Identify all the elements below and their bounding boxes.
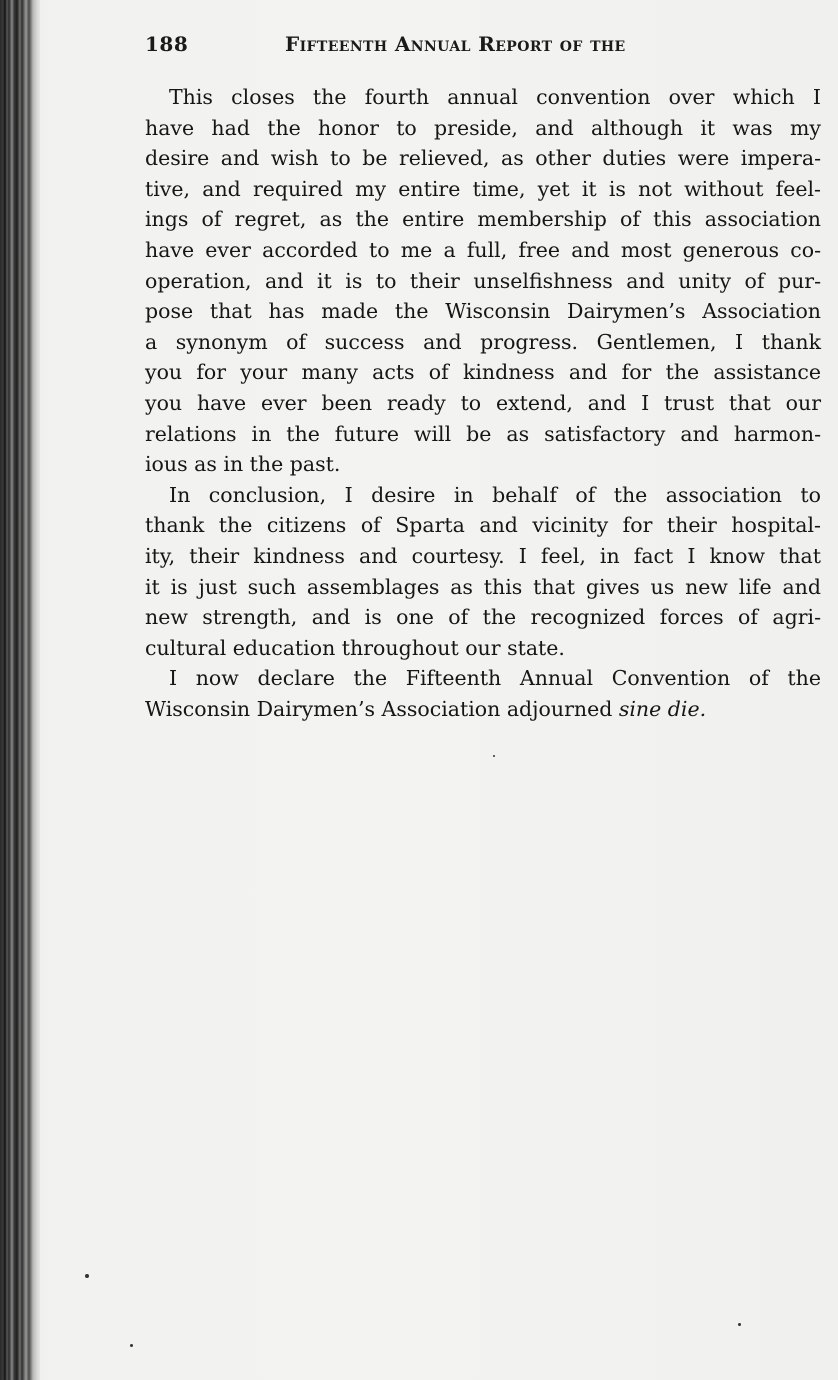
book-binding-edge (0, 0, 40, 1380)
text-line: pose that has made the Wisconsin Dairymen’s Association (145, 299, 821, 324)
text-line: you have ever been ready to extend, and I trust that our (145, 390, 821, 415)
text-line: desire and wish to be relieved, as other duties were impera- (145, 146, 821, 171)
running-head: Fifteenth Annual Report of the (285, 32, 626, 56)
text-line: ious as in the past. (145, 452, 341, 477)
paragraph-conclusion (145, 480, 821, 664)
text-line: I now declare the Fifteenth Annual Convention of the (169, 666, 821, 691)
text-line: relations in the future will be as satisfactory and harmon- (145, 421, 821, 446)
text-line: In conclusion, I desire in behalf of the association to (169, 482, 821, 507)
text-line: thank the citizens of Sparta and vicinity for their hospital- (145, 513, 821, 538)
sine-die-italic: sine die. (618, 696, 707, 721)
text-line: have ever accorded to me a full, free and most generous co- (145, 237, 821, 262)
text-line: cultural education throughout our state. (145, 635, 565, 660)
text-line: it is just such assemblages as this that gives us new life and (145, 574, 821, 599)
paper-speck (130, 1344, 133, 1347)
text-line: new strength, and is one of the recognized forces of agri- (145, 605, 821, 630)
text-line: This closes the fourth annual convention over which I (169, 85, 821, 109)
paper-speck (738, 1323, 741, 1326)
text-line-final (145, 694, 821, 725)
body-text (145, 82, 821, 724)
text-line: a synonym of success and progress. Gentlemen, I thank (145, 329, 821, 354)
text-line: operation, and it is to their unselfishness and unity of pur- (145, 268, 821, 293)
page-header (145, 30, 825, 60)
text-line: ings of regret, as the entire membership of this association (145, 207, 821, 232)
text-line: ity, their kindness and courtesy. I feel, in fact I know that (145, 543, 821, 568)
text-line: have had the honor to preside, and although it was my (145, 115, 821, 140)
paper-speck (493, 755, 495, 757)
page-number: 188 (145, 32, 189, 56)
text-line: tive, and required my entire time, yet it is not without feel- (145, 176, 821, 201)
paper-speck (85, 1274, 89, 1278)
paragraph-adjournment (145, 663, 821, 724)
text-line: you for your many acts of kindness and for the assistance (145, 360, 821, 385)
paragraph-closing-remarks (145, 82, 821, 480)
final-line-text: Wisconsin Dairymen’s Association adjourned (145, 696, 619, 721)
